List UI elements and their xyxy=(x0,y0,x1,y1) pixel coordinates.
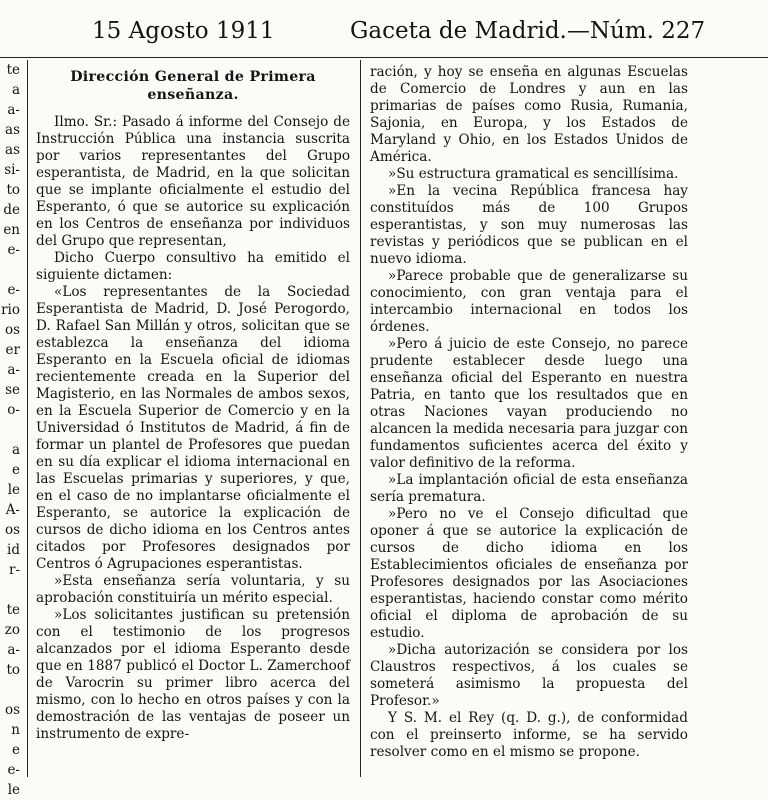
paragraph: «Los representantes de la Sociedad Esperantista de Madrid, D. José Perogordo, D. Rafael San Millán y otros, solicitan que se establezca la enseñanza del idioma Esperanto en la Escuela oficial de idiomas recientemente creada en la Superior del Magisterio, en las Normales de ambos sexos, en la Escuela Superior de Comercio y en la Universidad ó Institutos de Madrid, á fin de formar un plantel de Profesores que puedan en su día explicar el idioma internacional en las Escuelas primarias y superiores, y que, en el caso de no implantarse oficialmente el Esperanto, se autorice la explicación de cursos de dicho idioma en los Centros antes citados por Profesores designados por Centros ó Agrupaciones esperantistas. xyxy=(36,284,350,572)
paragraph: Ilmo. Sr.: Pasado á informe del Consejo de Instrucción Pública una instancia suscrita por varios representantes del Grupo esperantista, de Madrid, en la que solicitan que se implante oficialmente el estudio del Esperanto, ó que se autorice su explicación en los Centros de enseñanza por individuos del Grupo que representan, xyxy=(36,114,350,249)
paragraph: »Esta enseñanza sería voluntaria, y su aprobación constituiría un mérito especial. xyxy=(36,573,350,606)
edge-fragment: os xyxy=(4,702,20,718)
issue-date: 15 Agosto 1911 xyxy=(92,18,275,44)
column-divider-left xyxy=(27,60,28,777)
edge-fragment: rio xyxy=(1,302,20,318)
edge-fragment: zo xyxy=(4,622,20,638)
edge-fragment xyxy=(0,260,20,280)
edge-fragment: r- xyxy=(8,562,20,578)
edge-fragment: e xyxy=(12,462,20,478)
column-divider-center xyxy=(360,60,361,777)
edge-fragment: e- xyxy=(7,242,20,258)
left-column xyxy=(36,64,350,743)
edge-fragment xyxy=(0,580,20,600)
paragraph: ración, y hoy se enseña en algunas Escuelas de Comercio de Londres y aun en las primarias de países como Rusia, Rumania, Sajonia, en Europa, y los Estados de Maryland y Ohio, en los Estados Unidos de América. xyxy=(370,64,688,165)
edge-fragment xyxy=(0,420,20,440)
edge-fragment xyxy=(0,680,20,700)
paragraph: »Pero á juicio de este Consejo, no parece prudente establecer desde luego una enseñanza oficial del Esperanto en nuestra Patria, en tanto que los resultados que en otras Naciones vayan produciendo no alcancen la medida necesaria para juzgar con fundamentos suficientes acerca del éxito y valor definitivo de la reforma. xyxy=(370,336,688,471)
left-column-edge-fragments xyxy=(0,60,20,798)
edge-fragment: to xyxy=(6,182,20,198)
edge-fragment: a- xyxy=(7,362,20,378)
paragraph: »Dicha autorización se considera por los Claustros respectivos, á los cuales se someterá asimismo la propuesta del Profesor.» xyxy=(370,642,688,709)
header-rule xyxy=(0,57,768,58)
edge-fragment: a- xyxy=(7,642,20,658)
edge-fragment: de xyxy=(3,202,20,218)
edge-fragment: en xyxy=(3,222,20,238)
paragraph: »Los solicitantes justifican su pretensión con el testimonio de los progresos alcanzados por el idioma Esperanto desde que en 1887 publicó el Doctor L. Zamerchoof de Varocrin su primer libro acerca del mismo, con lo hecho en otros países y con la demostración de las ventajas de poseer un instrumento de expre- xyxy=(36,607,350,742)
paragraph: »En la vecina República francesa hay constituídos más de 100 Grupos esperantistas, y son muy numerosas las revistas y periódicos que se publican en el nuevo idioma. xyxy=(370,183,688,267)
edge-fragment: er xyxy=(5,342,20,358)
paragraph: »La implantación oficial de esta enseñanza sería prematura. xyxy=(370,472,688,505)
publication-title: Gaceta de Madrid.—Núm. 227 xyxy=(350,18,706,44)
edge-fragment: le xyxy=(7,782,20,798)
edge-fragment: as xyxy=(5,142,20,158)
edge-fragment: o- xyxy=(7,402,20,418)
edge-fragment: si- xyxy=(4,162,20,178)
paragraph: »Pero no ve el Consejo dificultad que oponer á que se autorice la explicación de cursos de dicho idioma en los Establecimientos oficiales de enseñanza por Profesores designados por las Asociaciones esperantistas, haciendo constar como mérito oficial el diploma de aprobación de su estudio. xyxy=(370,506,688,641)
section-title: Dirección General de Primera enseñanza. xyxy=(70,69,316,103)
paragraph: Y S. M. el Rey (q. D. g.), de conformidad con el preinserto informe, se ha servido resolver como en el mismo se propone. xyxy=(370,710,688,760)
edge-fragment: te xyxy=(6,62,20,78)
edge-fragment: a xyxy=(11,442,20,458)
edge-fragment: os xyxy=(4,522,20,538)
page-header xyxy=(0,12,768,52)
paragraph: »Parece probable que de generalizarse su conocimiento, con gran ventaja para el intercambio internacional en todos los órdenes. xyxy=(370,268,688,335)
edge-fragment: to xyxy=(6,662,20,678)
edge-fragment: e- xyxy=(7,762,20,778)
right-column xyxy=(370,64,688,761)
edge-fragment: n xyxy=(11,722,20,738)
edge-fragment: os xyxy=(4,322,20,338)
edge-fragment: te xyxy=(6,602,20,618)
edge-fragment: id xyxy=(7,542,20,558)
edge-fragment: le xyxy=(7,482,20,498)
edge-fragment: a xyxy=(11,82,20,98)
edge-fragment: as xyxy=(5,122,20,138)
edge-fragment: A- xyxy=(5,502,20,518)
edge-fragment: se xyxy=(5,382,20,398)
edge-fragment: a- xyxy=(7,102,20,118)
paragraph: Dicho Cuerpo consultivo ha emitido el siguiente dictamen: xyxy=(36,250,350,283)
paragraph: »Su estructura gramatical es sencillísima. xyxy=(388,166,679,182)
edge-fragment: e xyxy=(12,742,20,758)
edge-fragment: e- xyxy=(7,282,20,298)
